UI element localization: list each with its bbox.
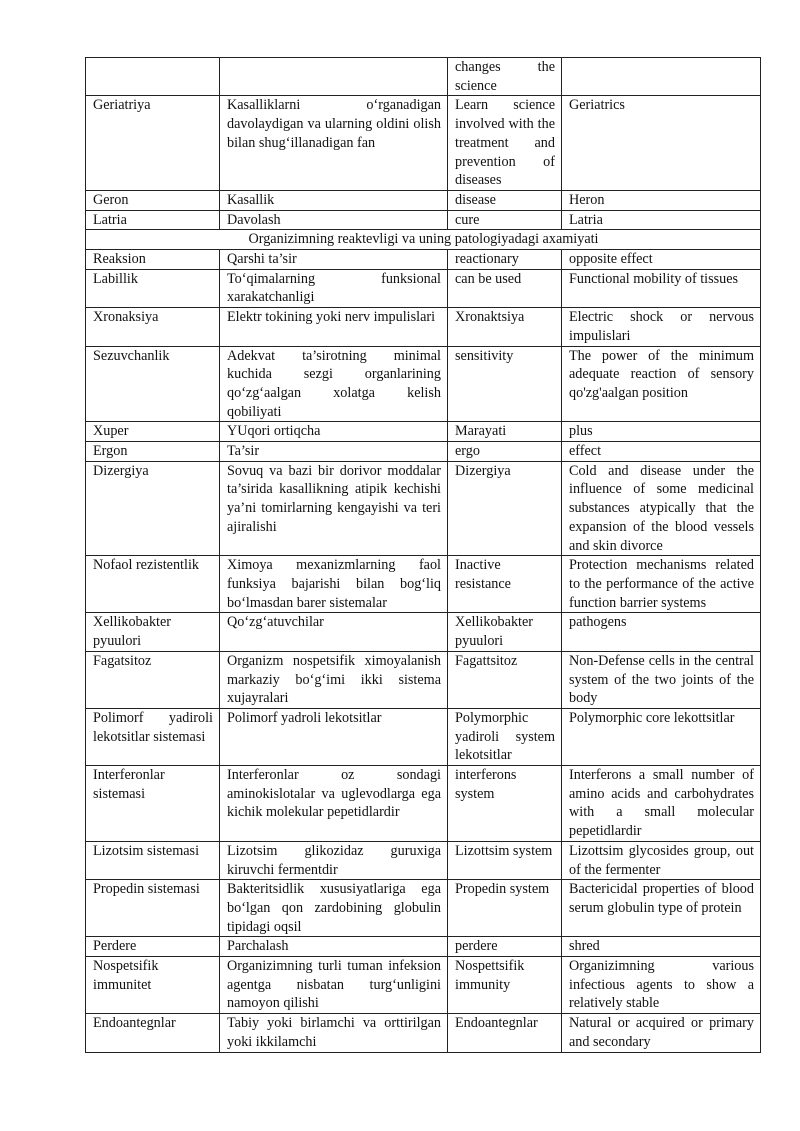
table-cell-definition-uz: Adekvat ta’sirotning minimal kuchida sezgi organlarining qo‘zg‘aalgan xolatga kelish qobiliyati [220,346,448,422]
table-cell-definition-uz: Lizotsim glikozidaz guruxiga kiruvchi fermentdir [220,841,448,879]
table-row [86,556,761,613]
table-cell-definition-uz: YUqori ortiqcha [220,422,448,442]
table-cell-definition-uz: Kasallik [220,190,448,210]
table-cell-definition-en: shred [562,937,761,957]
table-cell-definition-uz: Interferonlar oz sondagi aminokislotalar va uglevodlarga ega kichik molekular pepetidlardir [220,766,448,842]
table-cell-definition-en: Cold and disease under the influence of some medicinal substances atypically that the expansion of the blood vessels and skin divorce [562,461,761,556]
table-row [86,651,761,708]
table-cell-term-uz: Interferonlar sistemasi [86,766,220,842]
table-row [86,422,761,442]
section-header-row [86,230,761,250]
table-row [86,957,761,1014]
table-cell-definition-uz: Ta’sir [220,442,448,462]
table-cell-definition-uz: Sovuq va bazi bir dorivor moddalar ta’sirida kasallikning atipik kechishi ya’ni tomirlarning kengayishi va teri ajiralishi [220,461,448,556]
table-row [86,1014,761,1052]
table-cell-term-en: Dizergiya [448,461,562,556]
table-cell-term-uz: Xronaksiya [86,308,220,346]
table-cell-definition-en: The power of the minimum adequate reaction of sensory qo'zg'aalgan position [562,346,761,422]
table-cell-term-en: Xronaktsiya [448,308,562,346]
table-cell-term-uz [86,58,220,96]
table-cell-term-en: changes the science [448,58,562,96]
table-cell-term-en: perdere [448,937,562,957]
table-cell-definition-en: plus [562,422,761,442]
table-cell-definition-uz: To‘qimalarning funksional xarakatchanligi [220,269,448,307]
table-cell-definition-uz: Qarshi ta’sir [220,250,448,270]
table-cell-definition-en: pathogens [562,613,761,651]
table-cell-definition-uz: Organizimning turli tuman infeksion agentga nisbatan turg‘unligini namoyon qilishi [220,957,448,1014]
table-cell-term-en: Fagattsitoz [448,651,562,708]
table-cell-definition-en: opposite effect [562,250,761,270]
table-cell-term-uz: Dizergiya [86,461,220,556]
table-row [86,461,761,556]
table-row [86,58,761,96]
table-cell-definition-en: Interferons a small number of amino acids and carbohydrates with a small molecular pepetidlardir [562,766,761,842]
table-cell-term-en: reactionary [448,250,562,270]
glossary-table-body [86,58,761,1053]
table-row [86,880,761,937]
table-cell-definition-uz: Davolash [220,210,448,230]
table-cell-term-uz: Ergon [86,442,220,462]
table-cell-definition-en: Latria [562,210,761,230]
document-page [85,57,760,1053]
table-cell-term-uz: Latria [86,210,220,230]
table-cell-term-en: cure [448,210,562,230]
table-cell-term-en: sensitivity [448,346,562,422]
table-cell-definition-en: Protection mechanisms related to the performance of the active function barrier systems [562,556,761,613]
table-row [86,937,761,957]
table-row [86,210,761,230]
table-cell-term-uz: Lizotsim sistemasi [86,841,220,879]
table-cell-definition-uz: Parchalash [220,937,448,957]
table-cell-term-en: Marayati [448,422,562,442]
table-row [86,442,761,462]
table-cell-definition-en: Electric shock or nervous impulislari [562,308,761,346]
table-cell-term-uz: Endoantegnlar [86,1014,220,1052]
table-cell-term-en: Inactive resistance [448,556,562,613]
table-cell-definition-en: Lizottsim glycosides group, out of the fermenter [562,841,761,879]
table-cell-term-uz: Fagatsitoz [86,651,220,708]
table-cell-definition-uz: Ximoya mexanizmlarning faol funksiya bajarishi bilan bog‘liq bo‘lmasdan barer sistemalar [220,556,448,613]
table-cell-term-en: Lizottsim system [448,841,562,879]
table-cell-term-uz: Xuper [86,422,220,442]
table-cell-definition-en: Polymorphic core lekottsitlar [562,708,761,765]
table-cell-term-uz: Polimorf yadiroli lekotsitlar sistemasi [86,708,220,765]
table-cell-term-en: interferons system [448,766,562,842]
table-cell-definition-en: Geriatrics [562,96,761,191]
table-cell-term-en: Endoantegnlar [448,1014,562,1052]
table-row [86,346,761,422]
table-cell-term-en: Nospettsifik immunity [448,957,562,1014]
table-cell-term-en: Xellikobakter pyuulori [448,613,562,651]
glossary-table [85,57,761,1053]
table-cell-definition-en [562,58,761,96]
table-cell-term-en: can be used [448,269,562,307]
table-cell-term-en: disease [448,190,562,210]
table-cell-definition-uz: Polimorf yadroli lekotsitlar [220,708,448,765]
table-cell-term-uz: Geron [86,190,220,210]
table-cell-definition-en: Bactericidal properties of blood serum globulin type of protein [562,880,761,937]
table-cell-definition-en: Organizimning various infectious agents to show a relatively stable [562,957,761,1014]
table-cell-term-en: Learn science involved with the treatment and prevention of diseases [448,96,562,191]
section-header: Organizimning reaktevligi va uning patologiyadagi axamiyati [86,230,761,250]
table-cell-definition-uz: Kasalliklarni o‘rganadigan davolaydigan va ularning oldini olish bilan shug‘illanadigan fan [220,96,448,191]
table-row [86,708,761,765]
table-cell-definition-en: effect [562,442,761,462]
table-cell-term-uz: Geriatriya [86,96,220,191]
table-cell-term-uz: Xellikobakter pyuulori [86,613,220,651]
table-cell-term-uz: Reaksion [86,250,220,270]
table-cell-definition-uz: Qo‘zg‘atuvchilar [220,613,448,651]
table-row [86,269,761,307]
table-cell-term-uz: Nospetsifik immunitet [86,957,220,1014]
table-cell-term-uz: Labillik [86,269,220,307]
table-cell-term-en: Polymorphic yadiroli system lekotsitlar [448,708,562,765]
table-row [86,308,761,346]
table-row [86,190,761,210]
table-cell-definition-uz: Elektr tokining yoki nerv impulislari [220,308,448,346]
table-cell-term-uz: Nofaol rezistentlik [86,556,220,613]
table-cell-definition-en: Non-Defense cells in the central system of the two joints of the body [562,651,761,708]
table-cell-definition-en: Functional mobility of tissues [562,269,761,307]
table-cell-definition-uz: Organizm nospetsifik ximoyalanish markaziy bo‘g‘imi ikki sistema xujayralari [220,651,448,708]
table-row [86,250,761,270]
table-cell-definition-en: Heron [562,190,761,210]
table-cell-definition-en: Natural or acquired or primary and secondary [562,1014,761,1052]
table-cell-definition-uz: Tabiy yoki birlamchi va orttirilgan yoki ikkilamchi [220,1014,448,1052]
table-cell-definition-uz: Bakteritsidlik xususiyatlariga ega bo‘lgan qon zardobining globulin tipidagi oqsil [220,880,448,937]
table-row [86,613,761,651]
table-row [86,766,761,842]
table-cell-term-en: Propedin system [448,880,562,937]
table-row [86,96,761,191]
table-cell-term-en: ergo [448,442,562,462]
table-cell-term-uz: Perdere [86,937,220,957]
table-cell-term-uz: Propedin sistemasi [86,880,220,937]
table-cell-definition-uz [220,58,448,96]
table-cell-term-uz: Sezuvchanlik [86,346,220,422]
table-row [86,841,761,879]
